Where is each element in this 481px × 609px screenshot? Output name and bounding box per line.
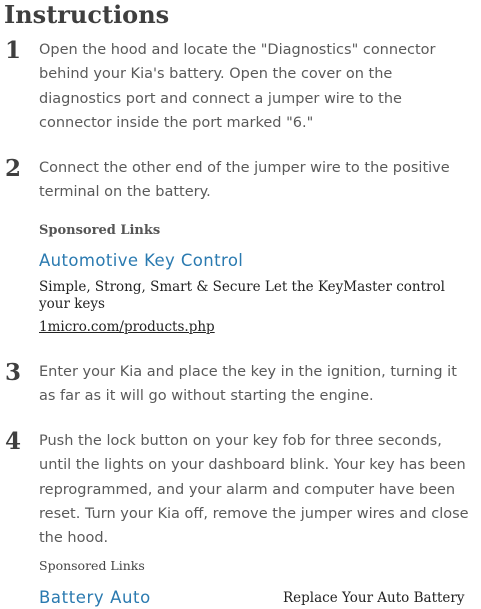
step-number: 4 xyxy=(5,428,22,455)
step-text: Connect the other end of the jumper wire to the positive terminal on the battery. xyxy=(39,160,450,201)
sponsored-label: Sponsored Links xyxy=(39,558,145,573)
sponsored-links-block xyxy=(39,222,469,336)
ad-title-link[interactable]: Automotive Key Control xyxy=(39,251,244,270)
sponsored-links-block-2 xyxy=(39,557,469,575)
step-text: Push the lock button on your key fob for three seconds, until the lights on your dashboard blink. Your key has been reprogrammed, and your alarm and computer have been reset. Turn your Kia off, remove the jumper wires and close the hood. xyxy=(39,433,469,547)
page-title: Instructions xyxy=(4,0,170,29)
ad-description: Simple, Strong, Smart & Secure Let the KeyMaster control your keys xyxy=(39,279,445,312)
step-text: Open the hood and locate the "Diagnostics" connector behind your Kia's battery. Open the cover on the diagnostics port and connect a jumper wire to the connector inside the port marked "6." xyxy=(39,42,436,131)
step-text: Enter your Kia and place the key in the ignition, turning it as far as it will go without starting the engine. xyxy=(39,364,457,405)
step-number: 1 xyxy=(5,37,22,64)
ad-url-link[interactable]: 1micro.com/products.php xyxy=(39,319,215,335)
ad-title-link-2[interactable]: Battery Auto xyxy=(39,588,151,607)
ad-description-2: Replace Your Auto Battery xyxy=(283,590,465,606)
step-number: 3 xyxy=(5,359,22,386)
step-number: 2 xyxy=(5,155,22,182)
sponsored-label: Sponsored Links xyxy=(39,223,161,238)
